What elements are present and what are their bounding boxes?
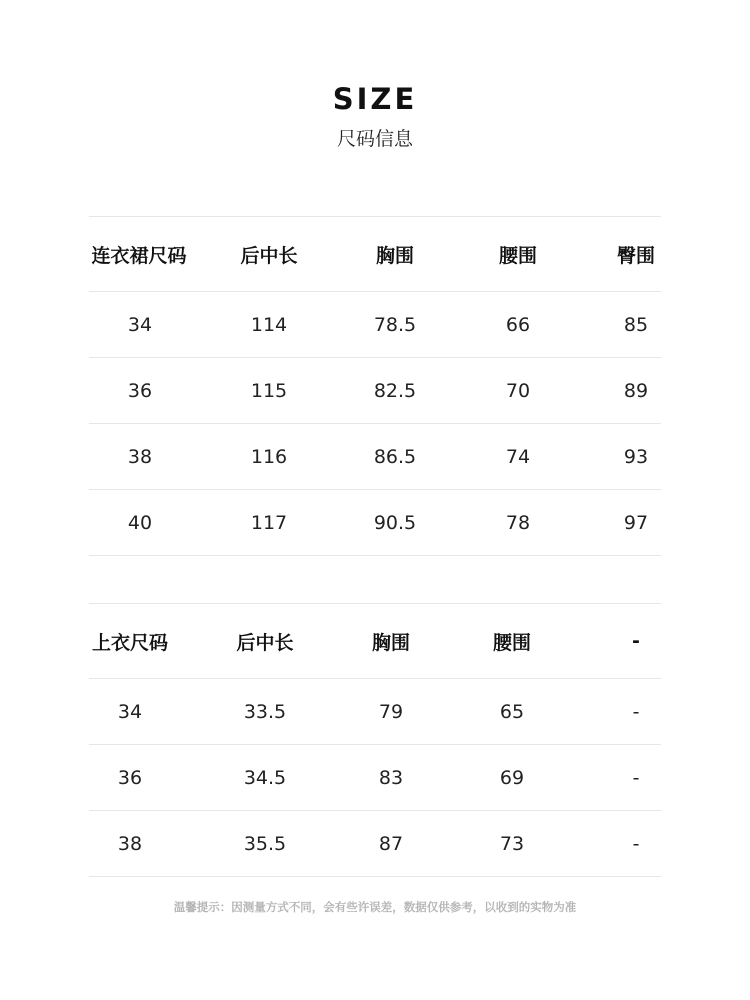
table-cell: 117 <box>250 511 288 534</box>
column-header-waist: 腰围 <box>498 244 537 267</box>
table-cell: 114 <box>250 313 288 336</box>
table-cell: 40 <box>127 511 153 534</box>
table-cell: 86.5 <box>373 445 417 468</box>
table-row <box>89 744 661 810</box>
table-cell: - <box>632 700 640 723</box>
column-header-chest: 胸围 <box>375 244 414 267</box>
table-cell: 38 <box>117 832 143 855</box>
table-cell: 83 <box>378 766 404 789</box>
table-cell: 90.5 <box>373 511 417 534</box>
top-size-table <box>89 603 661 877</box>
table-cell: 34 <box>117 700 143 723</box>
column-header-chest: 胸围 <box>371 631 410 654</box>
table-row <box>89 810 661 877</box>
table-row <box>89 423 661 489</box>
table-cell: 82.5 <box>373 379 417 402</box>
table-cell: 66 <box>505 313 531 336</box>
table-cell: 74 <box>505 445 531 468</box>
table-cell: 97 <box>623 511 649 534</box>
column-header-size: 上衣尺码 <box>91 631 168 654</box>
table-cell: - <box>632 766 640 789</box>
column-header-back-length: 后中长 <box>240 244 298 267</box>
column-header-empty: - <box>632 630 640 652</box>
page-subtitle: 尺码信息 <box>336 128 413 150</box>
table-header-row <box>89 216 661 291</box>
table-cell: 36 <box>127 379 153 402</box>
table-cell: 35.5 <box>243 832 287 855</box>
page-title: SIZE <box>332 82 418 116</box>
column-header-size: 连衣裙尺码 <box>91 244 187 267</box>
table-cell: 33.5 <box>243 700 287 723</box>
measurement-note: 温馨提示：因测量方式不同，会有些许误差，数据仅供参考，以收到的实物为准 <box>173 900 577 914</box>
table-cell: 93 <box>623 445 649 468</box>
column-header-hip: 臀围 <box>616 244 655 267</box>
table-cell: 116 <box>250 445 288 468</box>
table-cell: 36 <box>117 766 143 789</box>
table-cell: 89 <box>623 379 649 402</box>
column-header-waist: 腰围 <box>492 631 531 654</box>
table-cell: 38 <box>127 445 153 468</box>
table-cell: 65 <box>499 700 525 723</box>
table-cell: 34.5 <box>243 766 287 789</box>
table-header-row <box>89 603 661 678</box>
table-cell: 78 <box>505 511 531 534</box>
table-cell: 70 <box>505 379 531 402</box>
table-row <box>89 357 661 423</box>
dress-size-table <box>89 216 661 556</box>
table-row <box>89 678 661 744</box>
table-cell: 87 <box>378 832 404 855</box>
table-row <box>89 489 661 556</box>
table-cell: 78.5 <box>373 313 417 336</box>
table-cell: 69 <box>499 766 525 789</box>
table-cell: - <box>632 832 640 855</box>
column-header-back-length: 后中长 <box>236 631 294 654</box>
table-cell: 34 <box>127 313 153 336</box>
table-cell: 115 <box>250 379 288 402</box>
table-row <box>89 291 661 357</box>
table-cell: 85 <box>623 313 649 336</box>
table-cell: 73 <box>499 832 525 855</box>
table-cell: 79 <box>378 700 404 723</box>
